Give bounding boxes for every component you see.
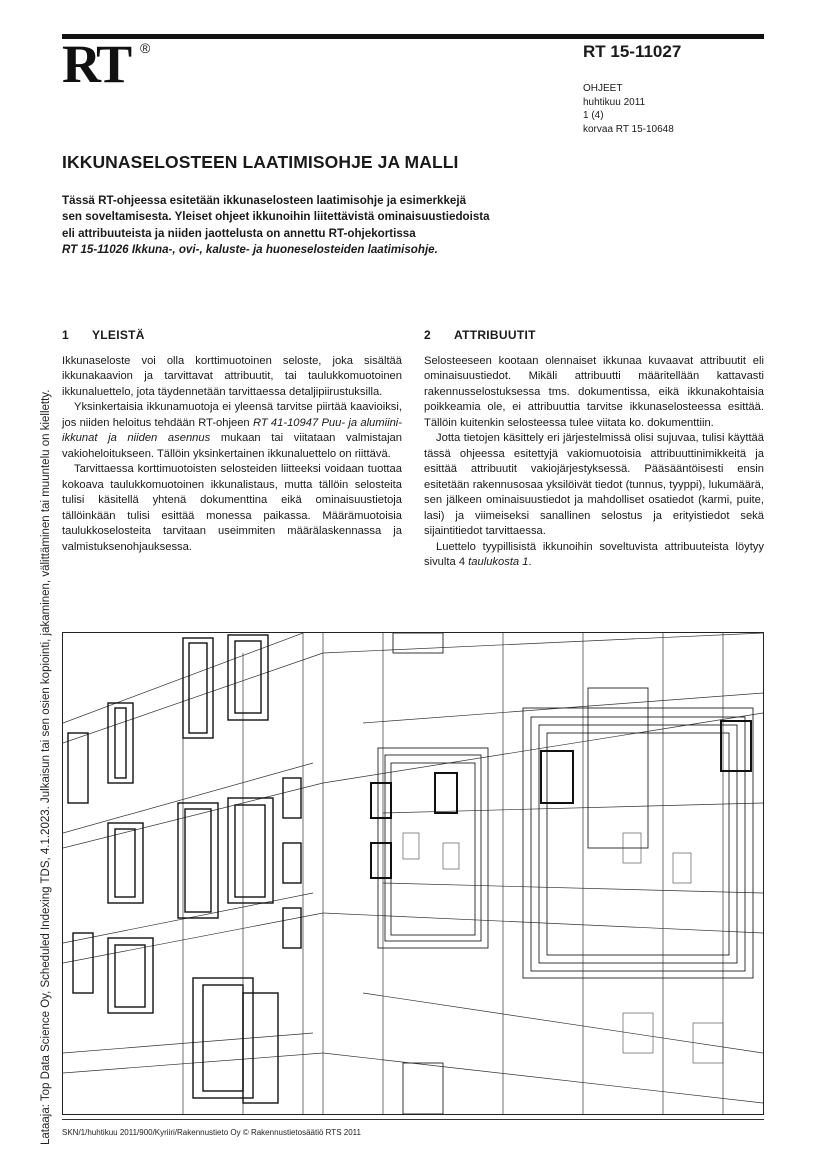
meta-pages: 1 (4) <box>583 110 604 121</box>
section-2-heading <box>424 328 764 344</box>
section-1-number: 1 <box>62 328 69 342</box>
section-2-paragraph-3 <box>424 540 764 571</box>
rt-logo: RT <box>62 34 130 94</box>
download-notice: Lataaja: Top Data Science Oy, Scheduled Indexing TDS, 4.1.2023. Julkaisun tai sen osien kopiointi, jakaminen, välittäminen tai muuntelu on kielletty. <box>40 389 52 1145</box>
section-attribuutit <box>424 328 764 571</box>
section-1-p2-text-a: Yksinkertaisia ikkunamuotoja ei yleensä tarvitse piirtää kaavioiksi, jos niiden heloitus tehdään RT-ohjeen <box>62 401 402 429</box>
section-yleista <box>62 328 402 555</box>
lead-paragraph <box>62 193 532 258</box>
section-2-paragraph-1: Selosteeseen kootaan olennaiset ikkunaa kuvaavat attribuutit eli ominaisuustiedot. Mikäli attribuutti määritellään kattavasti rakennusselostuksessa tms. dokumentissa, eikä ikkunakohtaisia poikkeamia ole, ei attribuuttia tarvitse ikkunaselosteessa esittää. Tällöin kuitenkin selosteessa tulee viitata ko. dokumenttiin. <box>424 354 764 429</box>
reference-table-1: taulukosta 1 <box>468 556 529 568</box>
wireframe-drawing <box>63 633 763 1114</box>
section-1-title: YLEISTÄ <box>92 328 145 342</box>
footer-text: SKN/1/huhtikuu 2011/900/Kyriiri/Rakennustieto Oy © Rakennustietosäätiö RTS 2011 <box>62 1128 361 1137</box>
section-2-paragraph-2: Jotta tietojen käsittely eri järjestelmissä olisi sujuvaa, tulisi käyttää tässä ohjeessa esitettyjä vakiomuotoisia attribuuttinimikkeitä ja esittää attribuutit vakiojärjestyksessä. Pääsääntöisesti ensin esitetään rakennusosaa yksilöivät tiedot (tunnus, tyyppi), lukumäärä, sen jälkeen ominaisuustiedot ja mahdolliset osatiedot (karmi, puite, lasi) ja viimeiseksi sanallinen selostus ja erityistiedot sekä sijaintitiedot tarvittaessa. <box>424 432 764 537</box>
section-1-paragraph-3: Tarvittaessa korttimuotoisten selosteiden liitteeksi voidaan tuottaa kokoava taulukkomuotoinen ikkunalistaus, mutta tällöin selosteita tulisi käsitellä yhtenä dokumenttina eikä ominaisuustietoja tällöinkään tulisi esittää monessa paikassa. Määrämuotoisia taulukkoselosteita tarvitaan useimmiten määrälaskennassa ja valmistuksenohjauksessa. <box>62 463 402 553</box>
section-1-p2-text-b: mukaan tai viitataan valmistajan vakioheloitukseen. Tällöin yksinkertainen ikkunaluettelo on riittävä. <box>62 432 402 460</box>
section-2-number: 2 <box>424 328 431 342</box>
section-1-paragraph-1: Ikkunaseloste voi olla korttimuotoinen seloste, joka sisältää ikkunakaavion ja tarvittavat attribuutit, tai taulukkomuotoinen ikkunaluettelo, jota täydennetään tarvittaessa detaljipiirustuksilla. <box>62 354 402 398</box>
building-wireframe-illustration <box>62 632 764 1115</box>
meta-date: huhtikuu 2011 <box>583 96 646 108</box>
reference-rt-41-10947: RT 41-10947 Puu- ja alumiini-ikkunat ja niiden asennus <box>62 416 402 444</box>
doc-number: RT 15-11027 <box>583 42 682 61</box>
registered-mark: ® <box>140 40 151 56</box>
section-2-p3-text-b: . <box>528 556 532 568</box>
bottom-rule <box>62 1119 764 1120</box>
section-2-title: ATTRIBUUTIT <box>454 328 536 342</box>
lead-line-2: sen soveltamisesta. Yleiset ohjeet ikkunoihin liitettävistä ominaisuustiedoista <box>62 210 490 224</box>
lead-line-1: Tässä RT-ohjeessa esitetään ikkunaselosteen laatimisohje ja esimerkkejä <box>62 194 467 207</box>
section-1-paragraph-2 <box>62 400 402 462</box>
top-rule <box>62 34 764 39</box>
section-1-heading <box>62 328 402 344</box>
lead-line-3: eli attribuuteista ja niiden jaottelusta on annettu RT-ohjekortissa <box>62 226 416 240</box>
meta-type: OHJEET <box>583 83 623 94</box>
page-title: IKKUNASELOSTEEN LAATIMISOHJE JA MALLI <box>62 152 459 172</box>
lead-line-4: RT 15-11026 Ikkuna-, ovi-, kaluste- ja huoneselosteiden laatimisohje. <box>62 242 438 256</box>
doc-meta <box>583 82 674 136</box>
section-2-p3-text-a: Luettelo tyypillisistä ikkunoihin soveltuvista attribuuteista löytyy sivulta 4 <box>424 540 764 568</box>
meta-replaces: korvaa RT 15-10648 <box>583 123 674 135</box>
